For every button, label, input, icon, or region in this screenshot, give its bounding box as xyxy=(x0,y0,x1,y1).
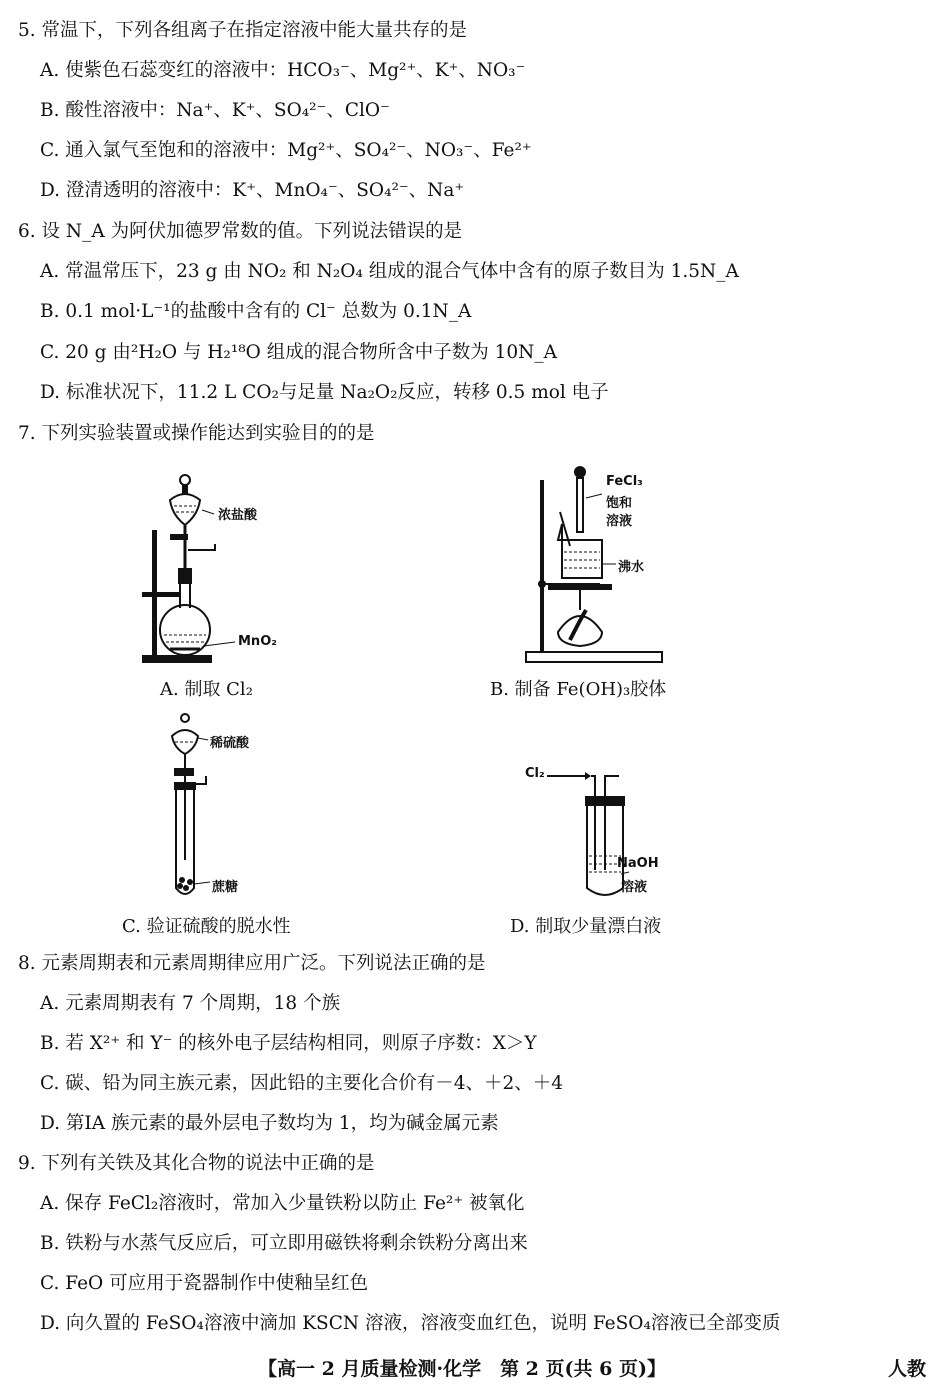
figure-c-label-sucrose: 蔗糖 xyxy=(212,880,239,895)
figure-a-caption: A. 制取 Cl₂ xyxy=(160,679,253,700)
q5-option-a: A. 使紫色石蕊变红的溶液中：HCO₃⁻、Mg²⁺、K⁺、NO₃⁻ xyxy=(40,60,526,81)
figure-d-label-naoh: NaOH xyxy=(617,856,659,871)
q5-option-b: B. 酸性溶液中：Na⁺、K⁺、SO₄²⁻、ClO⁻ xyxy=(40,100,390,121)
figure-b-colloid-apparatus xyxy=(520,460,700,670)
figure-c-dehydration-apparatus xyxy=(160,710,290,905)
q6-option-c: C. 20 g 由²H₂O 与 H₂¹⁸O 组成的混合物所含中子数为 10N_A xyxy=(40,342,557,363)
page-footer: 【高一 2 月质量检测·化学 第 2 页(共 6 页)】 xyxy=(258,1358,666,1380)
q6-option-d: D. 标准状况下，11.2 L CO₂与足量 Na₂O₂反应，转移 0.5 mol 电子 xyxy=(40,382,609,403)
q5-stem: 5. 常温下，下列各组离子在指定溶液中能大量共存的是 xyxy=(18,20,468,41)
q9-stem: 9. 下列有关铁及其化合物的说法中正确的是 xyxy=(18,1153,375,1174)
figure-b-label-solution: 溶液 xyxy=(606,514,633,529)
figure-d-bleach-apparatus xyxy=(525,760,675,905)
q9-option-d: D. 向久置的 FeSO₄溶液中滴加 KSCN 溶液，溶液变血红色，说明 FeSO₄溶液已全部变质 xyxy=(40,1313,781,1334)
figure-a-chlorine-apparatus xyxy=(130,470,290,670)
figure-d-label-cl2: Cl₂ xyxy=(525,766,545,781)
q5-option-c: C. 通入氯气至饱和的溶液中：Mg²⁺、SO₄²⁻、NO₃⁻、Fe²⁺ xyxy=(40,140,532,161)
q6-option-a: A. 常温常压下，23 g 由 NO₂ 和 N₂O₄ 组成的混合气体中含有的原子数目为 1.5N_A xyxy=(40,261,739,282)
figure-c-label-dilute-sulfuric-acid: 稀硫酸 xyxy=(210,736,250,751)
q8-option-c: C. 碳、铅为同主族元素，因此铅的主要化合价有－4、＋2、＋4 xyxy=(40,1073,564,1094)
figure-a-label-hydrochloric-acid: 浓盐酸 xyxy=(218,508,258,523)
q9-option-a: A. 保存 FeCl₂溶液时，常加入少量铁粉以防止 Fe²⁺ 被氧化 xyxy=(40,1193,525,1214)
figure-b-label-boiling-water: 沸水 xyxy=(618,560,645,575)
figure-b-label-saturated: 饱和 xyxy=(606,496,633,511)
figure-b-label-fecl3: FeCl₃ xyxy=(606,474,643,489)
figure-d-caption: D. 制取少量漂白液 xyxy=(510,916,662,937)
q7-stem: 7. 下列实验装置或操作能达到实验目的的是 xyxy=(18,423,375,444)
q6-option-b: B. 0.1 mol·L⁻¹的盐酸中含有的 Cl⁻ 总数为 0.1N_A xyxy=(40,301,472,322)
q8-option-b: B. 若 X²⁺ 和 Y⁻ 的核外电子层结构相同，则原子序数：X＞Y xyxy=(40,1033,537,1054)
figure-a-label-mno2: MnO₂ xyxy=(238,634,277,649)
figure-c-caption: C. 验证硫酸的脱水性 xyxy=(122,916,291,937)
figure-d-label-solution: 溶液 xyxy=(621,880,648,895)
q9-option-b: B. 铁粉与水蒸气反应后，可立即用磁铁将剩余铁粉分离出来 xyxy=(40,1233,528,1254)
footer-edition: 人教 xyxy=(888,1358,927,1380)
q8-option-d: D. 第ⅠA 族元素的最外层电子数均为 1，均为碱金属元素 xyxy=(40,1113,499,1134)
figure-b-caption: B. 制备 Fe(OH)₃胶体 xyxy=(490,679,667,700)
q6-stem: 6. 设 N_A 为阿伏加德罗常数的值。下列说法错误的是 xyxy=(18,221,463,242)
q8-stem: 8. 元素周期表和元素周期律应用广泛。下列说法正确的是 xyxy=(18,953,486,974)
q5-option-d: D. 澄清透明的溶液中：K⁺、MnO₄⁻、SO₄²⁻、Na⁺ xyxy=(40,180,465,201)
q9-option-c: C. FeO 可应用于瓷器制作中使釉呈红色 xyxy=(40,1273,369,1294)
q8-option-a: A. 元素周期表有 7 个周期，18 个族 xyxy=(40,993,341,1014)
